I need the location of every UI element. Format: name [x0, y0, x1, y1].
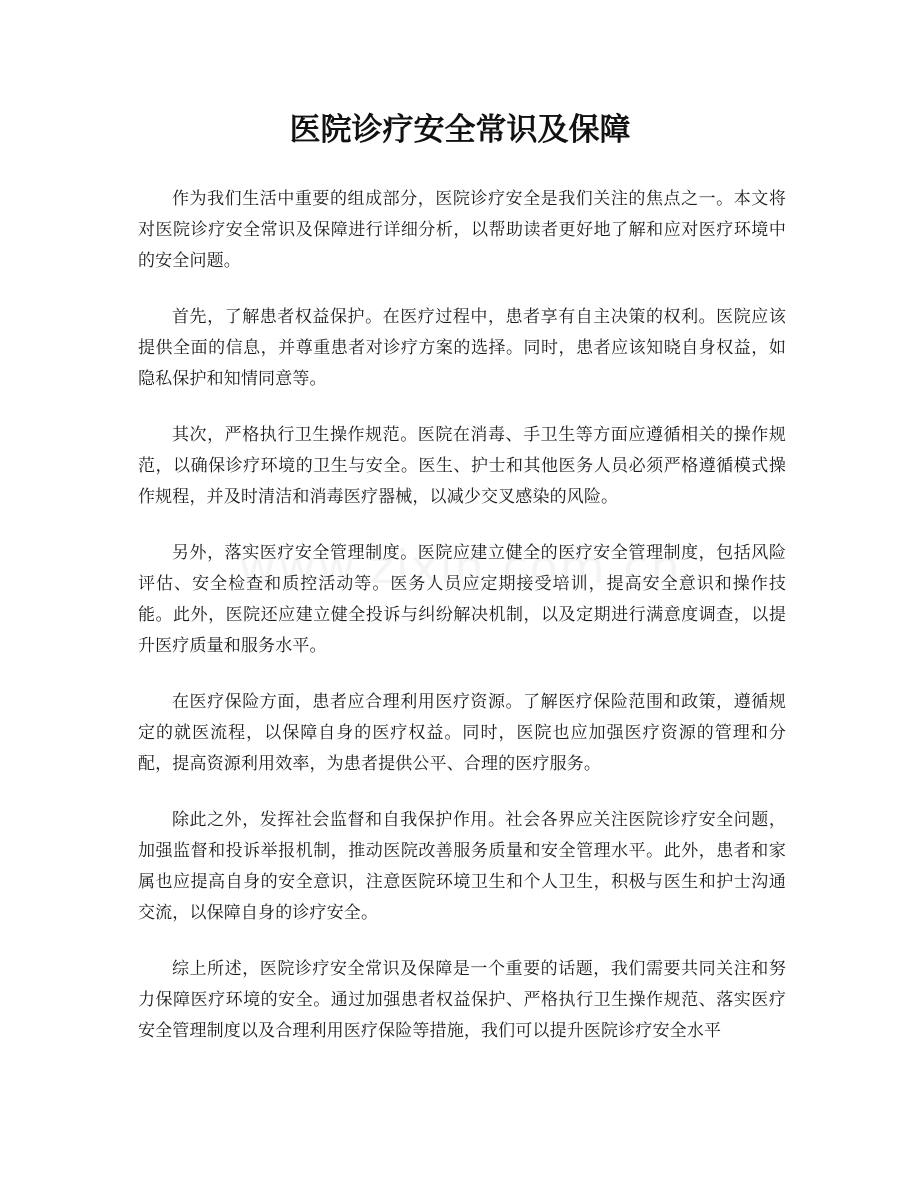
paragraph-hygiene-standards: 其次，严格执行卫生操作规范。医院在消毒、手卫生等方面应遵循相关的操作规范，以确保诊疗环境的卫生与安全。医生、护士和其他医务人员必须严格遵循模式操作规程，并及时清洁和消毒医疗器械，以减少交叉感染的风险。: [138, 425, 786, 507]
paragraph-social-supervision: 除此之外，发挥社会监督和自我保护作用。社会各界应关注医院诊疗安全问题，加强监督和投诉举报机制，推动医院改善服务质量和安全管理水平。此外，患者和家属也应提高自身的安全意识，注意医院环境卫生和个人卫生，积极与医生和护士沟通交流，以保障自身的诊疗安全。: [138, 810, 786, 923]
page-title: 医院诊疗安全常识及保障: [289, 112, 631, 148]
paragraph-medical-insurance: 在医疗保险方面，患者应合理利用医疗资源。了解医疗保险范围和政策，遵循规定的就医流程，以保障自身的医疗权益。同时，医院也应加强医疗资源的管理和分配，提高资源利用效率，为患者提供公平、合理的医疗服务。: [138, 692, 786, 774]
paragraph-safety-management: 另外，落实医疗安全管理制度。医院应建立健全的医疗安全管理制度，包括风险评估、安全检查和质控活动等。医务人员应定期接受培训，提高安全意识和操作技能。此外，医院还应建立健全投诉与纠纷解决机制，以及定期进行满意度调查，以提升医疗质量和服务水平。: [138, 543, 786, 656]
paragraph-conclusion: 综上所述，医院诊疗安全常识及保障是一个重要的话题，我们需要共同关注和努力保障医疗环境的安全。通过加强患者权益保护、严格执行卫生操作规范、落实医疗安全管理制度以及合理利用医疗保险等措施，我们可以提升医院诊疗安全水平: [138, 959, 786, 1041]
paragraph-patient-rights: 首先，了解患者权益保护。在医疗过程中，患者享有自主决策的权利。医院应该提供全面的信息，并尊重患者对诊疗方案的选择。同时，患者应该知晓自身权益，如隐私保护和知情同意等。: [138, 307, 786, 389]
paragraph-intro: 作为我们生活中重要的组成部分，医院诊疗安全是我们关注的焦点之一。本文将对医院诊疗安全常识及保障进行详细分析，以帮助读者更好地了解和应对医疗环境中的安全问题。: [138, 189, 786, 271]
document-body: [138, 184, 786, 1072]
